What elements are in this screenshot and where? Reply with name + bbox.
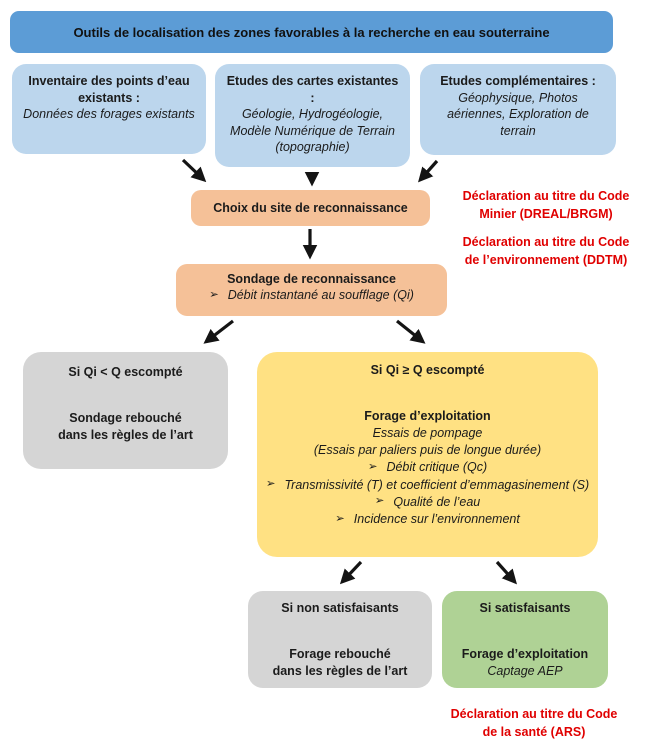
unsatisfactory-result-line1: Forage rebouché (289, 647, 391, 661)
code-environnement-line1: Déclaration au titre du Code (462, 235, 630, 249)
arrow-recon-to-fail (207, 321, 233, 341)
source-box-maps (215, 64, 410, 167)
code-sante-line1: Déclaration au titre du Code (450, 707, 618, 721)
annotation-code-minier (450, 188, 642, 224)
success-bullet-qc-text: Débit critique (Qc) (386, 460, 488, 475)
source-box-complementary (420, 64, 616, 155)
success-bullet-incidence-text: Incidence sur l’environnement (353, 512, 520, 526)
success-sub2: (Essais par paliers puis de longue durée) (313, 443, 542, 457)
fail-result-line1: Sondage rebouché (69, 411, 182, 425)
arrow-bullet-icon: ➢ (265, 478, 276, 491)
success-condition: Si Qi ≥ Q escompté (370, 363, 485, 377)
inventory-heading: Inventaire des points d’eau existants : (28, 74, 190, 105)
recon-bullet-row (176, 287, 447, 304)
recon-box (176, 264, 447, 316)
unsatisfactory-box (248, 591, 432, 688)
fail-outcome-box (23, 352, 228, 469)
arrow-complementary-to-site (421, 161, 437, 179)
page-title: Outils de localisation des zones favorables à la recherche en eau souterraine (73, 24, 550, 40)
maps-heading: Etudes des cartes existantes : (226, 74, 399, 105)
unsatisfactory-result-line2: dans les règles de l’art (272, 663, 408, 678)
satisfactory-box (442, 591, 608, 688)
annotation-code-sante (428, 706, 640, 742)
success-bullet-transmissivite-text: Transmissivité (T) et coefficient d’emmagasinement (S) (284, 477, 590, 492)
title-banner (10, 11, 613, 53)
site-choice-box (191, 190, 430, 226)
success-outcome-box (257, 352, 598, 557)
satisfactory-condition: Si satisfaisants (479, 601, 571, 615)
success-sub1: Essais de pompage (372, 425, 483, 440)
code-environnement-line2: de l’environnement (DDTM) (464, 252, 628, 267)
success-bullet-qualite (257, 494, 598, 511)
code-sante-line2: de la santé (ARS) (482, 724, 586, 739)
site-choice-label: Choix du site de reconnaissance (213, 201, 408, 215)
success-bullet-qualite-text: Qualité de l’eau (393, 494, 481, 509)
fail-condition: Si Qi < Q escompté (68, 365, 183, 379)
recon-bullet-text: Débit instantané au soufflage (Qi) (227, 288, 414, 303)
complementary-detail: Géophysique, Photos aériennes, Exploration de terrain (447, 90, 589, 138)
satisfactory-result: Forage d’exploitation (461, 647, 589, 661)
code-minier-line2: Minier (DREAL/BRGM) (479, 206, 613, 221)
code-minier-line1: Déclaration au titre du Code (462, 189, 630, 203)
arrow-recon-to-success (397, 321, 422, 341)
fail-arrow-gap (23, 379, 228, 410)
arrow-bullet-icon: ➢ (209, 288, 219, 301)
success-bullet-qc (257, 459, 598, 476)
arrow-bullet-icon: ➢ (335, 512, 345, 525)
success-heading: Forage d’exploitation (364, 409, 491, 423)
source-box-inventory (12, 64, 206, 154)
success-bullet-transmissivite (257, 477, 598, 494)
arrow-success-to-unsatisfactory (343, 562, 361, 581)
unsatisfactory-arrow-gap (248, 615, 432, 646)
arrow-success-to-satisfactory (497, 562, 514, 581)
satisfactory-arrow-gap (442, 615, 608, 646)
fail-result-line2: dans les règles de l’art (58, 427, 193, 442)
complementary-heading: Etudes complémentaires : (440, 74, 596, 88)
annotation-code-environnement (450, 234, 642, 270)
success-arrow-gap (257, 377, 598, 408)
success-bullet-incidence (257, 511, 598, 528)
arrow-inventory-to-site (183, 160, 203, 179)
recon-heading: Sondage de reconnaissance (227, 272, 396, 286)
arrow-bullet-icon: ➢ (367, 460, 378, 473)
maps-detail: Géologie, Hydrogéologie, Modèle Numérique de Terrain (topographie) (230, 107, 395, 154)
unsatisfactory-condition: Si non satisfaisants (281, 601, 399, 615)
inventory-detail: Données des forages existants (23, 107, 195, 121)
arrow-bullet-icon: ➢ (374, 495, 385, 508)
satisfactory-detail: Captage AEP (487, 663, 563, 678)
